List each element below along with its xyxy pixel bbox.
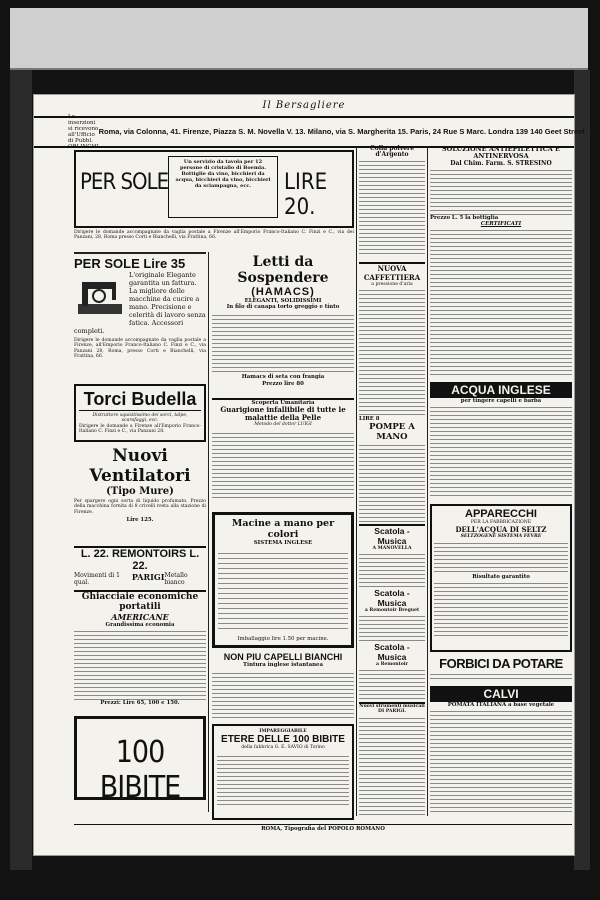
calvi-title: CALVI (430, 686, 572, 702)
scoperta-title: Scoperta Umanitaria (251, 400, 315, 406)
ad-letti (212, 254, 354, 394)
scatola-3-title: Scatola - Musica (374, 642, 410, 662)
torci-budella-title: Torci Budella (79, 389, 201, 411)
acqua-title: ACQUA INGLESE (430, 382, 572, 398)
scatola-2-title: Scatola - Musica (374, 588, 410, 608)
masthead (34, 114, 585, 150)
acqua-text-block (430, 404, 572, 496)
column-rule-3 (427, 146, 428, 816)
ghiacciaie-text-block (74, 628, 206, 700)
soluzione-cert: CERTIFICATI (480, 221, 522, 228)
apparecchi-text-1 (434, 540, 568, 574)
capelli-title: NON PIU CAPELLI BIANCHI (223, 652, 343, 662)
etere-body: della fabbrica G. E. SAVIO di Torino (241, 745, 325, 751)
per-sole-35-body: L'originale Elegante garantita un fattura. La migliore delle macchine da cucire a mano. Precisione e celerità di lavoro senza fatica. Accessori completi. (74, 271, 206, 335)
pompe-title: POMPE A MANO (369, 422, 415, 443)
remontoirs-row (74, 572, 206, 586)
soluzione-price: Prezzo L. 5 la bottiglia (430, 215, 499, 221)
letti-mid: Hamacs di seta con frangia (241, 374, 325, 381)
ghiacciaie-prices: Prezzi: Lire 65, 100 e 150. (100, 700, 180, 707)
apparecchi-title: APPARECCHI (465, 508, 537, 520)
sewing-machine-illustration (74, 274, 126, 320)
ad-calvi (430, 686, 572, 816)
ad-forbici (430, 656, 572, 684)
capelli-text-block (212, 670, 354, 718)
ad-per-sole-35 (74, 256, 206, 380)
caffettiera-text-block (359, 287, 425, 415)
page-footer: ROMA, Tipografia del POPOLO ROMANO (74, 824, 572, 836)
capelli-subtitle: Tintura inglese istantanea (243, 662, 323, 668)
ad-pompe (359, 416, 425, 520)
macine-price: Imballaggio lire 1.50 per macine. (237, 636, 329, 643)
letti-line2: In filo di canapa torto greggio e tinto (226, 304, 340, 311)
ventilatori-price: Lire 125. (126, 517, 154, 524)
caffettiera-subtitle: a pressione d'aria (371, 282, 413, 287)
ad-ghiacciaie (74, 590, 206, 712)
ad-colla (359, 146, 425, 256)
ad-scatola-2 (359, 588, 425, 638)
ghiacciaie-title: Ghiacciaie economiche portatili (81, 592, 199, 612)
pompe-prefix: LIRE 8 (359, 416, 380, 422)
apparecchi-text-2 (434, 580, 568, 636)
letti-title: Letti da Sospendere (237, 254, 329, 286)
ad-nuovi-strumenti (359, 702, 425, 818)
torci-budella-subtitle: Distruttore squisitissimo dei sorci, talpe, scarafaggi, ecc. (92, 413, 188, 424)
ad-capelli (212, 652, 354, 722)
pompe-text-block (359, 442, 425, 522)
per-sole-35-footer: Dirigere le domande accompagnate da vaglia postale a Firenze, all'Emporio Franco-Italiano C. Finzi e C., via Panzani 28, Roma, presso Corti e Bianchelli, via Frattina, 66. (74, 338, 206, 360)
per-sole-center-box (168, 156, 278, 218)
apparecchi-line3: SELTZOGENE SISTEMA FEVRE (460, 534, 542, 540)
apparecchi-line1: PER LA FABBRICAZIONE (470, 520, 532, 525)
ad-etere (212, 724, 354, 820)
strumenti-title: Nuovi strumenti musicali DI PARIGI. (359, 704, 425, 715)
scatola-1-text-block (359, 551, 425, 589)
column-rule (208, 252, 209, 812)
ventilatori-subtitle: (Tipo Mure) (106, 486, 174, 497)
remontoirs-middle: PARIGI (131, 572, 165, 582)
scatola-3-subtitle: a Remontoir (376, 662, 408, 667)
scatola-3-text-block (359, 667, 425, 703)
etere-title: IMPAREGGIABILE (259, 729, 307, 734)
soluzione-subtitle: Dal Chim. Farm. S. STRESINO (450, 160, 552, 167)
etere-subtitle: ETERE DELLE 100 BIBITE (221, 734, 345, 746)
colla-text-block (359, 158, 425, 254)
per-sole-line-1: Un servizio da tavola per 12 (183, 159, 263, 165)
per-sole-line-3: Bottiglie da vino, bicchieri da (181, 171, 265, 177)
per-sole-right: LIRE 20. (284, 170, 328, 220)
ghiacciaie-sub2: Grandissima economia (105, 622, 175, 628)
caffettiera-title: NUOVA CAFFETTIERA (363, 264, 421, 282)
page-edge-right (574, 70, 590, 870)
column-rule-2 (356, 146, 357, 816)
letti-line1: ELEGANTI, SOLIDISSIMI (244, 298, 322, 304)
scan-top-margin (10, 8, 588, 70)
forbici-text-block (430, 671, 572, 681)
strumenti-text-block (359, 715, 425, 815)
letti-text-block (212, 312, 354, 372)
scatola-2-text-block (359, 613, 425, 643)
scoperta-text-block (212, 430, 354, 500)
colla-title: Colla polvere d'Argento (369, 145, 415, 159)
scatola-1-title: Scatola - Musica (374, 526, 410, 546)
per-sole-footer: Dirigere le domande accompagnate da vaglia postale a Firenze all'Emporio Franco-Italiano C. Finzi e C., via dei Panzani, 28, Roma presso Corti e Bianchelli, via Frattina, 66. (74, 230, 354, 241)
torci-budella-body: Dirigere le domande a Firenze all'Emporio Franco-Italiano C. Finzi e C., via Panzani 28. (79, 423, 201, 435)
apparecchi-line4: Risultato garantito (472, 573, 530, 580)
binding-edge (10, 70, 32, 870)
forbici-title: FORBICI DA POTARE (439, 656, 563, 671)
per-sole-line-5: da sciampagna, ecc. (194, 183, 252, 189)
macine-title: Macine a mano per colori (231, 518, 335, 540)
per-sole-left: PER SOLE (80, 170, 169, 195)
ad-per-sole-20 (74, 150, 354, 228)
letti-subtitle: (HAMACS) (251, 286, 315, 298)
macine-subtitle: SISTEMA INGLESE (253, 540, 313, 546)
ghiacciaie-sub1: AMERICANE (111, 612, 169, 622)
ad-scatola-1 (359, 524, 425, 586)
soluzione-title: SOLUZIONE ANTIEPILETTICA E ANTINERVOSA (441, 145, 561, 160)
soluzione-text-2 (430, 227, 572, 375)
letti-price: Prezzo lire 80 (262, 380, 304, 387)
ad-soluzione (430, 146, 572, 378)
ad-caffettiera (359, 262, 425, 414)
ad-torci-budella (74, 384, 206, 442)
masthead-notice: Le inserzioni si ricevono all'Ufficio di Pubbl. ORLINGHI (68, 114, 99, 150)
acqua-subtitle: per tingere capelli e barba (460, 398, 542, 404)
bibite-title: 100 BIBITE (99, 735, 181, 805)
ad-scoperta (212, 398, 354, 510)
ad-acqua-inglese (430, 382, 572, 500)
etere-text-block (217, 753, 349, 807)
scatola-2-subtitle: a Remontoir Breguet (364, 608, 420, 613)
calvi-text-block (430, 708, 572, 812)
soluzione-text-1 (430, 167, 572, 215)
divider (74, 252, 206, 254)
ventilatori-title: Nuovi Ventilatori (89, 446, 191, 486)
ad-nuovi-ventilatori (74, 446, 206, 542)
running-head: Il Bersagliere (262, 100, 346, 111)
per-sole-line-2: persone di cristallo di Boemia. (179, 165, 267, 171)
macine-text-block (218, 549, 348, 633)
per-sole-line-4: acqua, bicchieri da vino, bicchieri (175, 177, 271, 183)
ad-remontoirs (74, 546, 206, 588)
ad-scatola-3 (359, 642, 425, 698)
masthead-offices: Roma, via Colonna, 41. Firenze, Piazza S. M. Novella V. 13. Milano, via S. Margherita 15. Paris, 24 Rue S Marc. Londra 139 140 Geet Street (98, 127, 585, 136)
ad-100-bibite (74, 716, 206, 805)
remontoirs-left: Movimenti di 1 qual. (74, 572, 120, 586)
scatola-1-subtitle: A MANOVELLA (372, 546, 412, 551)
ventilatori-body: Per spargere ogni sorta di liquido profumato. Prezzo della macchina fornita di 8 crivelli resta alla stazione di Firenze. (74, 499, 206, 515)
ad-macine (212, 512, 354, 648)
per-sole-35-title: PER SOLE Lire 35 (74, 256, 186, 271)
remontoirs-right: Metallo bianco (164, 572, 188, 586)
calvi-subtitle: POMATA ITALIANA a base vegetale (447, 702, 555, 708)
scoperta-subtitle: Guarigione infallibile di tutte le malattie della Pelle (220, 405, 346, 423)
apparecchi-line2: DELL'ACQUA DI SELTZ (455, 525, 547, 535)
scoperta-author: Metodo del dottor LUIGI (254, 422, 312, 428)
remontoirs-title: L. 22. REMONTOIRS L. 22. (80, 548, 200, 572)
ad-apparecchi (430, 504, 572, 652)
